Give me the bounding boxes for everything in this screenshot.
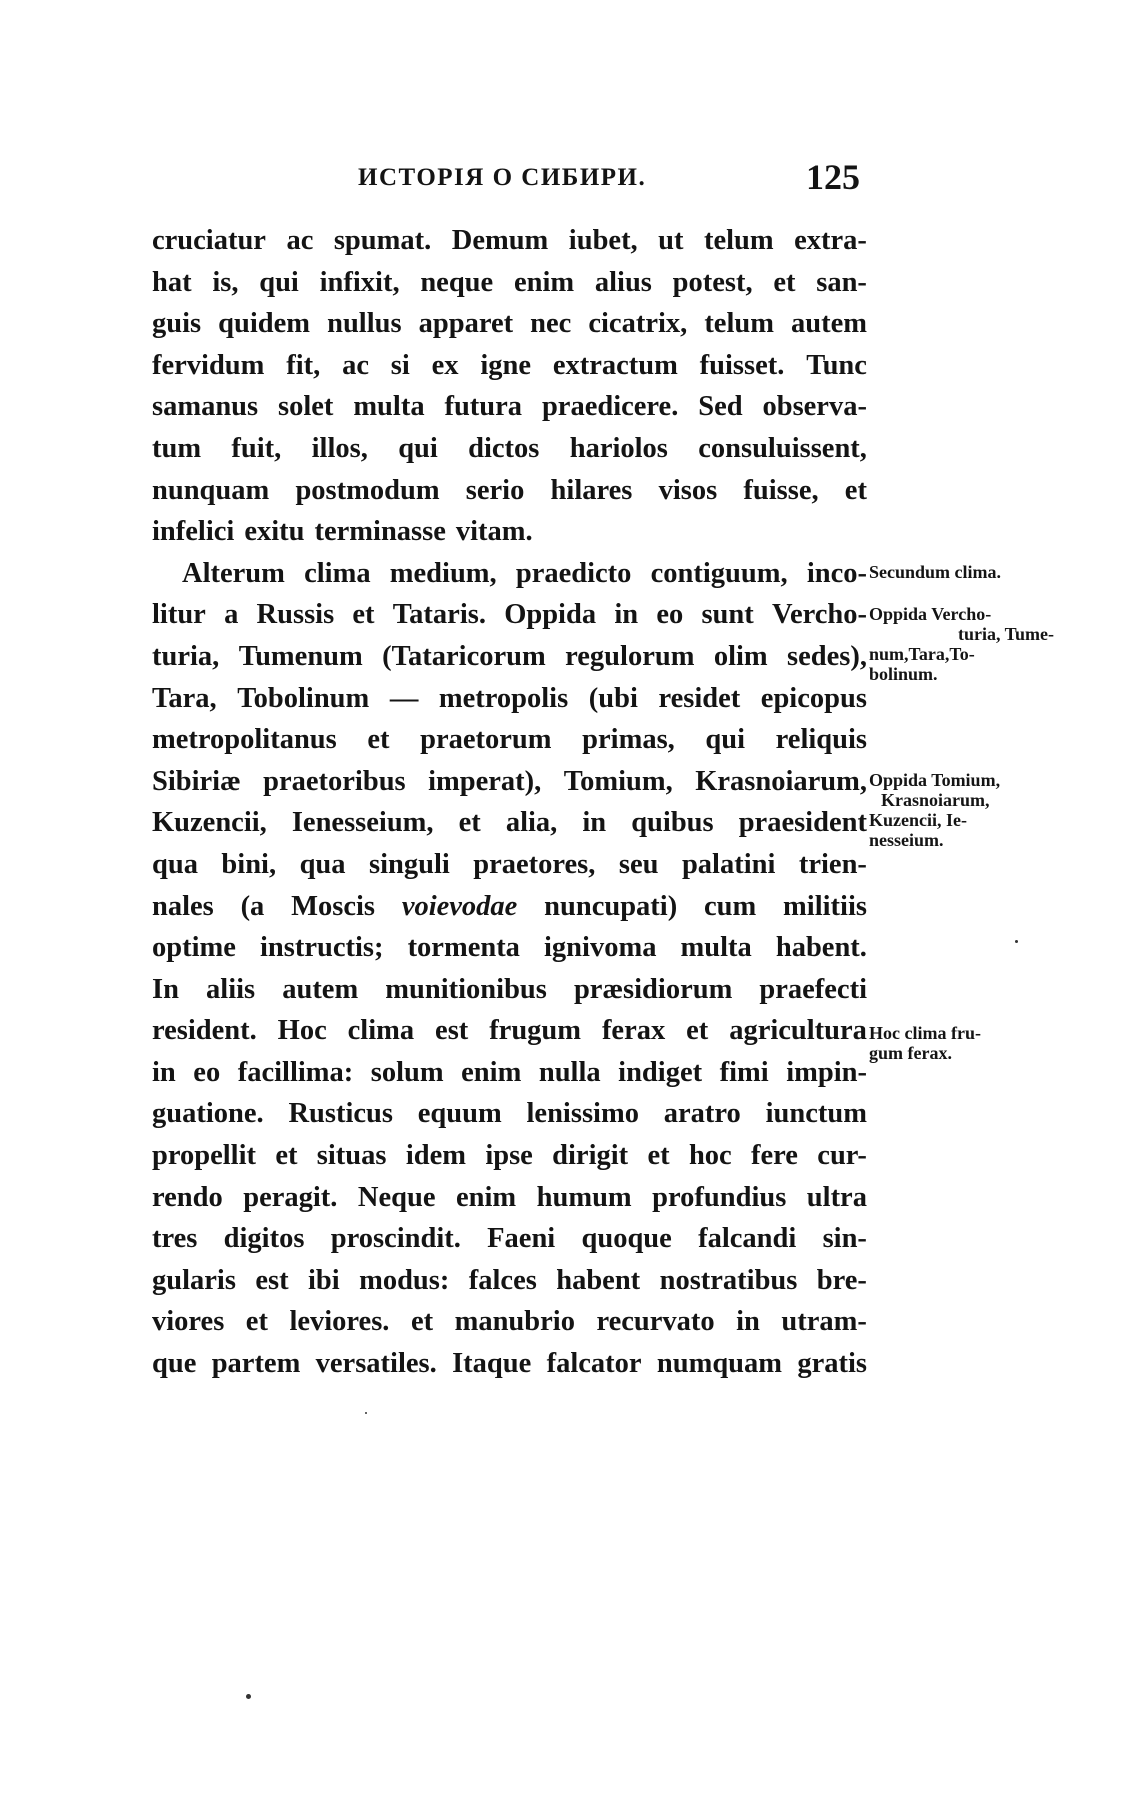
word: proscindit.	[330, 1223, 461, 1255]
word: inco-	[806, 557, 867, 589]
text-line	[152, 1301, 867, 1343]
margin-note-line: nesseium.	[869, 830, 944, 850]
word: (ubi	[588, 682, 638, 714]
word: hoc	[688, 1140, 732, 1172]
word: quibus	[631, 807, 714, 839]
word: clima	[347, 1015, 415, 1047]
word: ut	[658, 225, 684, 256]
word: Kuzencii,	[152, 807, 267, 839]
word: turia,	[152, 640, 220, 672]
word: lenissimo	[526, 1098, 639, 1130]
word: Itaque	[452, 1348, 532, 1380]
word: habent	[556, 1264, 641, 1296]
word: fuisset.	[699, 349, 785, 381]
word: imperat),	[428, 765, 542, 797]
margin-note-line: Oppida Vercho-	[869, 604, 992, 624]
word: et	[686, 1015, 709, 1047]
word: observa-	[762, 391, 867, 423]
margin-note-hoc-clima	[869, 1023, 1054, 1063]
word: Tara,	[152, 682, 217, 714]
margin-note-secundum-clima	[869, 562, 1054, 582]
word: et	[647, 1140, 670, 1172]
word: leviores.	[289, 1306, 390, 1338]
word: humum	[536, 1181, 632, 1213]
word: dictos	[468, 432, 540, 464]
text-line	[152, 303, 867, 345]
text-line	[152, 678, 867, 720]
word: consuluissent,	[698, 432, 867, 464]
word: epicopus	[760, 682, 867, 714]
word: neque	[420, 266, 494, 298]
word: sunt	[701, 599, 754, 631]
word: exitu	[244, 516, 305, 548]
text-line	[152, 1052, 867, 1094]
word: vitam.	[455, 516, 533, 548]
word: hariolos	[569, 432, 668, 464]
word: præsidiorum	[573, 973, 733, 1005]
word: falcandi	[698, 1223, 797, 1255]
word: visos	[658, 474, 718, 506]
word: et	[410, 1306, 434, 1338]
word: et	[352, 599, 375, 631]
word: ignivoma	[544, 932, 657, 964]
word: Krasnoiarum,	[695, 765, 867, 797]
word: enim	[461, 1056, 522, 1088]
text-line	[152, 844, 867, 886]
word: ibi	[307, 1264, 340, 1296]
text-line	[152, 719, 867, 761]
word: serio	[465, 474, 525, 506]
word: praefecti	[759, 973, 867, 1005]
word: est	[255, 1264, 289, 1296]
word: is,	[212, 266, 239, 298]
word: infelici	[152, 516, 235, 548]
word: manubrio	[454, 1306, 575, 1338]
text-line	[152, 802, 867, 844]
word: versatiles.	[315, 1348, 437, 1380]
word: ex	[431, 349, 459, 381]
word: Russis	[256, 599, 335, 631]
word: qui	[398, 432, 438, 464]
text-line	[152, 1093, 867, 1135]
word: nales	[152, 890, 214, 922]
word: numquam	[656, 1348, 783, 1380]
margin-note-oppida-verchoturia	[869, 604, 1054, 684]
text-line	[152, 1343, 867, 1385]
word: praesident	[738, 807, 867, 839]
word: recurvato	[596, 1306, 715, 1338]
word: fuit,	[231, 432, 282, 464]
word: infixit,	[319, 266, 400, 298]
word: extractum	[552, 349, 678, 381]
word: bre-	[816, 1264, 867, 1296]
text-line	[152, 470, 867, 512]
print-speck	[1015, 940, 1018, 943]
word: Demum	[451, 225, 549, 256]
word: optime	[152, 932, 236, 964]
word: Faeni	[487, 1223, 556, 1255]
word: tormenta	[407, 932, 520, 964]
text-line	[152, 927, 867, 969]
word: habent.	[775, 932, 867, 964]
word: gratis	[797, 1348, 867, 1380]
text-line	[152, 1218, 867, 1260]
word: resident.	[152, 1015, 257, 1047]
word: solum	[370, 1056, 444, 1088]
margin-note-line: bolinum.	[869, 664, 938, 684]
word: quidem	[218, 308, 311, 340]
word: aratro	[663, 1098, 741, 1130]
word: falcator	[546, 1348, 642, 1380]
text-line	[152, 886, 867, 928]
word: partem	[211, 1348, 301, 1380]
text-line	[152, 511, 867, 553]
word: regulorum	[565, 640, 695, 672]
word: facillima:	[237, 1056, 354, 1088]
word: Tobolinum	[237, 682, 370, 714]
word: eo	[656, 599, 684, 631]
word: (Tataricorum	[382, 640, 546, 672]
word: residet	[658, 682, 741, 714]
word: qua	[152, 848, 198, 880]
margin-note-line: Hoc clima fru-	[869, 1023, 981, 1043]
word: autem	[791, 308, 867, 340]
word: Neque	[357, 1181, 436, 1213]
word: voievodae	[401, 890, 518, 922]
margin-note-line: Krasnoiarum,	[881, 790, 990, 810]
word: In	[152, 973, 179, 1005]
word: cur-	[817, 1140, 867, 1172]
text-line	[152, 345, 867, 387]
word: fit,	[286, 349, 321, 381]
word: Tumenum	[238, 640, 363, 672]
word: medium,	[389, 557, 497, 589]
word: apparet	[418, 308, 514, 340]
word: fimi	[719, 1056, 769, 1088]
word: propellit	[152, 1140, 256, 1172]
word: fere	[751, 1140, 798, 1172]
margin-note-line: turia, Tume-	[957, 624, 1054, 644]
margin-note-line: Kuzencii, Ie-	[869, 810, 967, 830]
word: rendo	[152, 1181, 223, 1213]
word: et	[458, 807, 481, 839]
text-line	[152, 761, 867, 803]
word: situas	[316, 1140, 387, 1172]
word: Hoc	[277, 1015, 327, 1047]
word: hat	[152, 266, 192, 298]
text-line	[152, 969, 867, 1011]
word: gularis	[152, 1264, 236, 1296]
word: idem	[405, 1140, 466, 1172]
text-line	[152, 428, 867, 470]
text-line	[152, 262, 867, 304]
word: multa	[353, 391, 425, 423]
word: est	[435, 1015, 469, 1047]
word: postmodum	[295, 474, 440, 506]
word: cum	[704, 890, 757, 922]
word: litur	[152, 599, 206, 631]
word: cicatrix,	[588, 308, 688, 340]
word: primas,	[582, 724, 675, 756]
word: et	[773, 266, 796, 298]
word: igne	[480, 349, 531, 381]
word: praetores,	[473, 848, 596, 880]
word: Tataris.	[392, 599, 486, 631]
word: utram-	[781, 1306, 867, 1338]
word: ultra	[806, 1181, 867, 1213]
word: praetoribus	[263, 765, 406, 797]
word: —	[389, 682, 419, 714]
word: bini,	[221, 848, 277, 880]
word: Ienesseium,	[291, 807, 434, 839]
text-line	[152, 1010, 867, 1052]
word: palatini	[681, 848, 776, 880]
word: clima	[304, 557, 371, 589]
word: que	[152, 1348, 197, 1380]
word: et	[245, 1306, 268, 1338]
word: telum	[704, 308, 774, 340]
word: profundius	[652, 1181, 787, 1213]
word: ac	[342, 349, 369, 381]
print-speck	[365, 1412, 367, 1414]
word: iunctum	[765, 1098, 867, 1130]
word: sin-	[822, 1223, 867, 1255]
margin-note-line: gum ferax.	[869, 1043, 952, 1063]
text-line	[152, 553, 867, 595]
word: illos,	[311, 432, 368, 464]
main-text	[152, 220, 867, 1385]
word: nunquam	[152, 474, 270, 506]
word: qui	[259, 266, 299, 298]
word: samanus	[152, 391, 259, 423]
word: ferax	[601, 1015, 666, 1047]
word: potest,	[672, 266, 753, 298]
word: eo	[193, 1056, 221, 1088]
word: Alterum	[182, 557, 285, 589]
word: munitionibus	[385, 973, 547, 1005]
word: Rusticus	[288, 1098, 393, 1130]
word: Tomium,	[563, 765, 673, 797]
word: olim	[713, 640, 768, 672]
word: Sed	[698, 391, 743, 423]
word: sedes),	[787, 640, 867, 672]
word: fervidum	[152, 349, 265, 381]
word: instructis;	[259, 932, 384, 964]
word: si	[390, 349, 410, 381]
word: guatione.	[152, 1098, 264, 1130]
text-line	[152, 636, 867, 678]
word: enim	[455, 1181, 517, 1213]
word: peragit.	[243, 1181, 338, 1213]
page-number: 125	[806, 157, 860, 197]
word: Vercho-	[772, 599, 867, 631]
word: tres	[152, 1223, 198, 1255]
word: nulla	[538, 1056, 601, 1088]
word: praetorum	[420, 724, 552, 756]
word: nuncupati)	[544, 890, 678, 922]
word: indiget	[618, 1056, 703, 1088]
word: ac	[286, 225, 314, 256]
word: in	[614, 599, 639, 631]
word: digitos	[223, 1223, 305, 1255]
word: reliquis	[775, 724, 867, 756]
word: equum	[417, 1098, 502, 1130]
word: spumat.	[333, 225, 432, 256]
text-line	[152, 1177, 867, 1219]
margin-note-line: Secundum clima.	[869, 562, 1002, 582]
word: qui	[705, 724, 746, 756]
word: singuli	[368, 848, 450, 880]
word: agricultura	[729, 1015, 867, 1047]
text-line	[152, 386, 867, 428]
word: terminasse	[314, 516, 446, 548]
word: (a	[240, 890, 265, 922]
word: Sibiriæ	[152, 765, 241, 797]
word: Oppida	[504, 599, 597, 631]
word: in	[152, 1056, 176, 1088]
word: falces	[468, 1264, 537, 1296]
word: cruciatur	[152, 225, 266, 256]
word: alius	[594, 266, 652, 298]
word: praedicto	[515, 557, 632, 589]
word: contiguum,	[650, 557, 788, 589]
margin-note-oppida-tomium	[869, 770, 1054, 850]
word: metropolitanus	[152, 724, 337, 756]
word: tum	[152, 432, 202, 464]
word: trien-	[798, 848, 867, 880]
text-line	[152, 220, 867, 262]
word: viores	[152, 1306, 225, 1338]
word: autem	[282, 973, 359, 1005]
running-title: ИСТОРIЯ О СИБИРИ.	[358, 164, 647, 191]
word: et	[367, 724, 390, 756]
word: nec	[530, 308, 572, 340]
word: solet	[278, 391, 334, 423]
word: metropolis	[438, 682, 569, 714]
word: in	[736, 1306, 760, 1338]
word: multa	[680, 932, 752, 964]
word: ipse	[485, 1140, 533, 1172]
word: quoque	[581, 1223, 672, 1255]
word: alia,	[505, 807, 558, 839]
word: futura	[444, 391, 523, 423]
margin-note-line: Oppida Tomium,	[869, 770, 1001, 790]
word: praedicere.	[541, 391, 679, 423]
word: aliis	[206, 973, 256, 1005]
word: extra-	[794, 225, 867, 256]
word: a	[224, 599, 239, 631]
word: seu	[618, 848, 659, 880]
word: guis	[152, 308, 202, 340]
word: modus:	[359, 1264, 450, 1296]
word: fuisse,	[743, 474, 819, 506]
word: frugum	[489, 1015, 582, 1047]
word: Moscis	[291, 890, 376, 922]
word: nostratibus	[659, 1264, 798, 1296]
print-speck	[246, 1694, 251, 1699]
word: et	[275, 1140, 298, 1172]
word: san-	[816, 266, 867, 298]
word: dirigit	[552, 1140, 629, 1172]
word: et	[844, 474, 867, 506]
word: Tunc	[806, 349, 867, 381]
text-line	[152, 1260, 867, 1302]
word: hilares	[550, 474, 633, 506]
word: enim	[513, 266, 575, 298]
text-line	[152, 1135, 867, 1177]
word: impin-	[786, 1056, 867, 1088]
word: telum	[704, 225, 774, 256]
word: nullus	[327, 308, 402, 340]
word: in	[582, 807, 607, 839]
word: iubet,	[568, 225, 638, 256]
text-line	[152, 594, 867, 636]
word: qua	[299, 848, 346, 880]
margin-note-line: num,Tara,To-	[869, 644, 975, 664]
word: militiis	[783, 890, 867, 922]
